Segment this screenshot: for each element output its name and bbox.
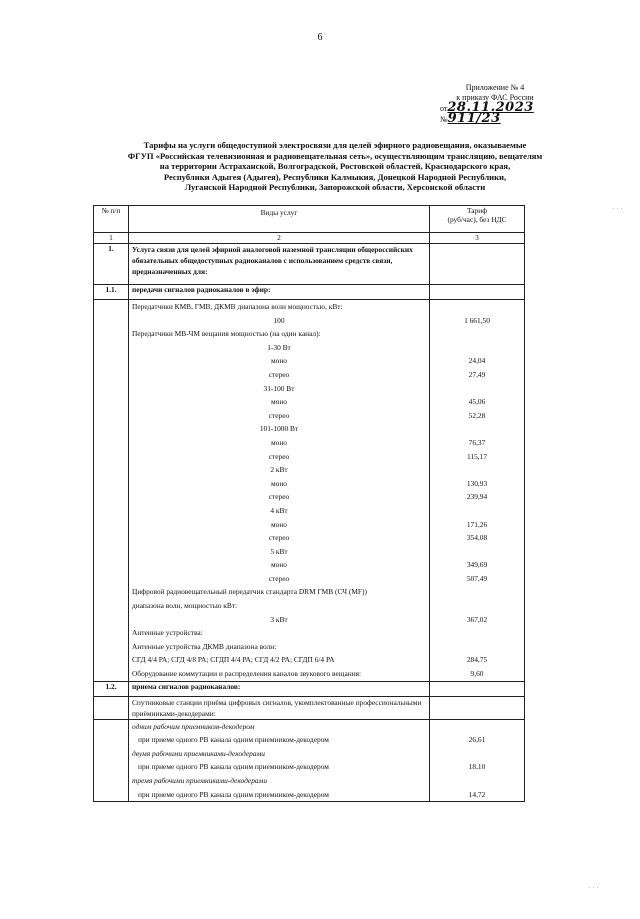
body11-price-value: 27,49 — [468, 369, 486, 379]
body11-service-line: Передатчики КМВ, ГМВ, ДКМВ диапазона волн мощностью, кВт: — [132, 302, 343, 311]
body11-service-line: моно — [270, 519, 288, 529]
body11-price-value — [433, 327, 521, 341]
body11-service-line: 100 — [273, 315, 285, 325]
body11-price-value: 1 661,50 — [464, 315, 490, 325]
body11-service-line: моно — [270, 560, 288, 570]
body12-price-value — [433, 720, 521, 734]
body11-price-value: 284,75 — [466, 655, 488, 665]
body11-price-value: 349,69 — [466, 560, 488, 570]
body11-service-line: 4 кВт — [270, 505, 288, 515]
section-1-2-prices — [430, 719, 525, 802]
section-1-2-row — [94, 681, 525, 696]
section-1-1-price — [430, 285, 525, 300]
colnum-1: 1 — [94, 233, 129, 244]
body11-price-value: 24,04 — [468, 356, 486, 366]
body12-service-line: одним рабочим приемником-декодером — [132, 721, 255, 731]
section-1-1-services — [129, 300, 430, 682]
appendix-line1: Приложение № 4 — [465, 83, 525, 92]
title-line: ФГУП «Российская телевизионная и радиовещательная сеть», осуществляющим трансляцию, вещателям — [127, 150, 543, 161]
body11-price-value: 130,93 — [466, 478, 488, 488]
column-numbers-row — [94, 233, 525, 244]
body11-price-value — [433, 300, 521, 314]
body11-price-value: 45,06 — [468, 397, 486, 407]
section-1-2-body-num — [94, 719, 129, 802]
body12-service-line: двумя рабочими приемниками-декодерами — [132, 748, 265, 758]
body11-price-value — [433, 341, 521, 355]
body12-price-value: 18,10 — [468, 762, 486, 772]
appendix-date-number — [440, 100, 550, 126]
header-num: № п/п — [94, 206, 129, 233]
body11-price-value: 171,26 — [466, 519, 488, 529]
body11-service-line: стерео — [268, 492, 290, 502]
body12-service-line: тремя рабочими приемниками-декодерами — [132, 776, 268, 785]
title-line: на территории Астраханской, Волгоградской, Ростовской областей, Краснодарского края, — [159, 161, 511, 172]
section-1-num: 1. — [94, 244, 129, 285]
section-1-1-num: 1.1. — [94, 285, 129, 300]
body11-price-value: 239,94 — [466, 492, 488, 502]
body12-price-value — [433, 747, 521, 761]
body12-service-line: при приеме одного РВ канала одним приемником-декодером — [138, 735, 329, 745]
body11-price-value: 507,49 — [466, 573, 488, 583]
section-1-2-text: приема сигналов радиоканалов: — [129, 681, 430, 696]
handwritten-date: 28.11.2023 — [447, 100, 534, 115]
document-title — [90, 140, 580, 193]
section-1-2-intro-price — [430, 696, 525, 719]
section-1-price — [430, 244, 525, 285]
page-number: 6 — [317, 32, 323, 43]
body11-service-line: стерео — [268, 533, 290, 543]
body11-price-value: 367,02 — [466, 614, 488, 624]
section-1-text: Услуга связи для целей эфирной аналоговой наземной трансляции общероссийских обязательных общедоступных радиоканалов с использованием средств связи, предназначенных для: — [129, 244, 430, 285]
body11-price-value: 52,28 — [468, 410, 486, 420]
body11-price-value: 354,08 — [466, 533, 488, 543]
section-1-1-prices — [430, 300, 525, 682]
section-1-1-row — [94, 285, 525, 300]
title-line: Луганской Народной Республики, Запорожской области, Херсонской области — [184, 182, 486, 193]
tariff-table — [93, 205, 525, 802]
body11-service-line: моно — [270, 437, 288, 447]
body11-price-value — [433, 463, 521, 477]
body11-service-line: 101-1000 Вт — [259, 424, 299, 434]
header-tariff-line1: Тариф — [466, 206, 488, 215]
section-1-1-text: передачи сигналов радиоканалов в эфир: — [129, 285, 430, 300]
body12-price-value: 26,61 — [468, 735, 486, 745]
body11-service-line: 31-100 Вт — [263, 383, 295, 393]
header-tariff — [430, 206, 525, 233]
body11-service-line: Оборудование коммутации и распределения каналов звукового вещания: — [132, 669, 362, 679]
body11-service-line: моно — [270, 478, 288, 488]
body11-service-line: стерео — [268, 369, 290, 379]
scan-speck: · · · — [612, 205, 623, 213]
body11-service-line: Антенные устройства ДКМВ диапазона волн: — [132, 641, 277, 651]
section-1-2-services — [129, 719, 430, 802]
body11-service-line: Цифровой радиовещательный передатчик стандарта DRM ГМВ (СЧ (MF)) — [132, 587, 367, 597]
body11-service-line: стерео — [268, 573, 290, 583]
colnum-3: 3 — [430, 233, 525, 244]
body11-price-value — [433, 422, 521, 436]
body11-service-line: Передатчики МВ-ЧМ вещания мощностью (на один канал): — [132, 329, 321, 339]
from-prefix: от — [440, 104, 448, 113]
body11-service-line: 1-30 Вт — [267, 342, 291, 352]
section-1-2-intro-num — [94, 696, 129, 719]
header-services — [129, 206, 430, 233]
body11-price-value — [433, 382, 521, 396]
section-1-2-intro-row — [94, 696, 525, 719]
body11-price-value: 115,17 — [466, 451, 488, 461]
scan-speck: · · · — [588, 884, 599, 892]
appendix-block — [440, 83, 550, 125]
section-1-2-intro: Спутниковые станции приёма цифровых сигналов, укомплектованные профессиональными приёмниками-декодерами: — [129, 696, 430, 719]
body11-service-line: 5 кВт — [270, 546, 288, 556]
body11-price-value — [433, 504, 521, 518]
body12-price-value: 14,72 — [468, 789, 486, 799]
table-header-row — [94, 206, 525, 233]
section-1-1-body-num — [94, 300, 129, 682]
section-1-2-num: 1.2. — [94, 681, 129, 696]
body11-service-line: СГД 4/4 РА; СГД 4/8 РА; СГДП 4/4 РА; СГД 4/2 РА; СГДП 6/4 РА — [132, 655, 335, 665]
body11-service-line: 3 кВт — [270, 614, 288, 624]
section-1-2-price — [430, 681, 525, 696]
appendix-line2: к приказу ФАС России — [456, 93, 534, 102]
body11-service-line: моно — [270, 397, 288, 407]
section-1-1-body — [94, 300, 525, 682]
handwritten-number: 911/23 — [447, 111, 501, 126]
section-1-2-body — [94, 719, 525, 802]
title-line: Тарифы на услуги общедоступной электросвязи для целей эфирного радиовещания, оказываемые — [143, 140, 527, 150]
body11-service-line: 2 кВт — [270, 465, 288, 475]
section-1-row — [94, 244, 525, 285]
header-tariff-line2: (руб/час), без НДС — [447, 215, 507, 224]
body11-price-value — [433, 545, 521, 559]
body12-price-value — [433, 774, 521, 788]
body11-price-value — [433, 626, 521, 640]
body12-service-line: при приеме одного РВ канала одним приемником-декодером — [138, 789, 329, 799]
body12-service-line: при приеме одного РВ канала одним приемником-декодером — [138, 762, 329, 772]
body11-service-line: стерео — [268, 410, 290, 420]
body11-price-value — [433, 640, 521, 654]
body11-price-value: 9,60 — [470, 669, 484, 679]
title-line: Республики Адыгея (Адыгея), Республики Калмыкия, Донецкой Народной Республики, — [163, 171, 507, 182]
body11-service-line: Антенные устройства: — [132, 628, 203, 638]
body11-price-value — [433, 599, 521, 613]
colnum-2: 2 — [129, 233, 430, 244]
body11-service-line: стерео — [268, 451, 290, 461]
num-prefix: № — [440, 115, 448, 124]
header-services-label: Виды услуг — [260, 208, 298, 217]
body11-price-value — [433, 585, 521, 599]
body11-service-line: диапазона волн, мощностью кВт: — [132, 601, 238, 611]
body11-service-line: моно — [270, 356, 288, 366]
body11-price-value: 76,37 — [468, 437, 486, 447]
